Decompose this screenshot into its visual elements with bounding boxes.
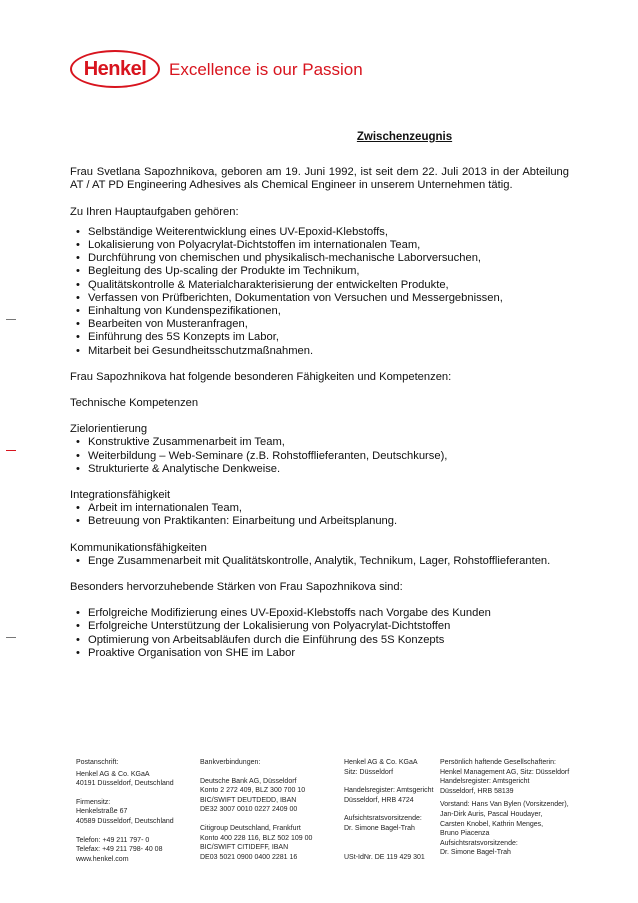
skills-intro: Frau Sapozhnikova hat folgende besonderen Fähigkeiten und Kompetenzen: [70,370,452,383]
bank-line: Citigroup Deutschland, Frankfurt [200,824,301,832]
document-title: Zwischenzeugnis [356,131,453,143]
fold-mark [6,637,16,638]
bank-line: Deutsche Bank AG, Düsseldorf [200,777,297,785]
executive-line: Vorstand: Hans Van Bylen (Vorsitzender), [440,801,569,809]
list-item: • Verfassen von Prüfberichten, Dokumentation von Versuchen und Messergebnissen, [70,292,569,305]
fax: Telefax: +49 211 798- 40 08 [76,846,163,854]
communication-list [70,555,569,568]
intro-paragraph: Frau Svetlana Sapozhnikova, geboren am 19. Juni 1992, ist seit dem 22. Juli 2013 in der Abteilung AT / AT PD Engineering Adhesives als Chemical Engineer in unserem Unternehmen tätig. [70,166,569,192]
executive-line: Carsten Knobel, Kathrin Menges, [440,820,544,828]
list-item: • Bearbeiten von Musteranfragen, [70,318,569,331]
spacer [76,827,174,836]
executive-line: Jan-Dirk Auris, Pascal Houdayer, [440,810,543,818]
tech-heading: Technische Kompetenzen [70,397,199,410]
spacer [76,789,174,798]
list-item: • Selbständige Weiterentwicklung eines UV-Epoxid-Klebstoffs, [70,226,569,239]
board-value: Dr. Simone Bagel-Trah [440,849,511,857]
list-item: • Weiterbildung – Web-Seminare (z.B. Rohstofflieferanten, Deutschkurse), [70,450,569,463]
tagline: Excellence is our Passion [169,60,363,79]
list-item: • Enge Zusammenarbeit mit Qualitätskontrolle, Analytik, Technikum, Lager, Rohstofflieferanten. [70,555,569,568]
partner-value: Henkel Management AG, Sitz: Düsseldorf [440,768,570,776]
board-value: Dr. Simone Bagel-Trah [344,824,415,832]
list-item: • Einführung des 5S Konzepts im Labor, [70,331,569,344]
goal-list [70,436,569,476]
tasks-heading: Zu Ihren Hauptaufgaben gehören: [70,205,239,218]
company-seat: Sitz: Düsseldorf [344,768,394,776]
footer-management-column [440,758,569,858]
bank-line: Konto 400 228 116, BLZ 502 109 00 [200,834,313,842]
header-logo [70,50,370,90]
logo-text: Henkel [83,57,147,80]
list-item: • Erfolgreiche Unterstützung der Lokalisierung von Polyacrylat-Dichtstoffen [70,620,569,633]
strengths-intro: Besonders hervorzuhebende Stärken von Frau Sapozhnikova sind: [70,581,403,594]
bank-line: BIC/SWIFT CITIDEFF, IBAN [200,844,289,852]
tasks-list [70,226,569,358]
list-item: • Einhaltung von Kundenspezifikationen, [70,305,569,318]
list-item: • Betreuung von Praktikanten: Einarbeitung und Arbeitsplanung. [70,515,569,528]
list-item: • Arbeit im internationalen Team, [70,502,569,515]
list-item: • Optimierung von Arbeitsabläufen durch die Einführung des 5S Konzepts [70,634,569,647]
bank-line: DE03 5021 0900 0400 2281 16 [200,853,298,861]
register-label: Handelsregister: Amtsgericht [344,787,434,795]
integration-heading: Integrationsfähigkeit [70,489,171,502]
spacer [200,768,312,777]
spacer [200,815,312,824]
register-label: Handelsregister: Amtsgericht [440,778,530,786]
postal-line: 40191 Düsseldorf, Deutschland [76,780,174,788]
list-item: • Lokalisierung von Polyacrylat-Dichtstoffen im internationalen Team, [70,239,569,252]
list-item: • Qualitätskontrolle & Materialcharakterisierung der entwickelten Produkte, [70,279,569,292]
company-footer [70,758,590,868]
list-item: • Proaktive Organisation von SHE im Labor [70,647,569,660]
footer-address-column [76,758,174,864]
list-item: • Konstruktive Zusammenarbeit im Team, [70,436,569,449]
partner-label: Persönlich haftende Gesellschafterin: [440,759,556,766]
strengths-list [70,607,569,660]
spacer [344,777,433,786]
footer-bank-column [200,758,312,862]
goal-heading: Zielorientierung [70,423,148,436]
board-label: Aufsichtsratsvorsitzende: [440,839,518,847]
postal-line: Henkel AG & Co. KGaA [76,770,150,778]
bank-label: Bankverbindungen: [200,759,261,766]
executive-line: Bruno Piacenza [440,830,490,838]
seat-label: Firmensitz: [76,798,111,806]
letter-body [70,131,569,673]
integration-list [70,502,569,528]
spacer [344,834,433,853]
footer-company-column [344,758,433,862]
henkel-logo [70,50,160,88]
postal-label: Postanschrift: [76,759,119,766]
list-item: • Begleitung des Up-scaling der Produkte im Technikum, [70,265,569,278]
register-value: Düsseldorf, HRB 4724 [344,796,414,804]
website-link[interactable]: www.henkel.com [76,855,129,863]
seat-line: 40589 Düsseldorf, Deutschland [76,817,174,825]
spacer [344,805,433,814]
list-item: • Erfolgreiche Modifizierung eines UV-Epoxid-Klebstoffs nach Vorgabe des Kunden [70,607,569,620]
phone: Telefon: +49 211 797- 0 [76,836,150,844]
fold-mark [6,319,16,320]
fold-mark [6,450,16,451]
list-item: • Durchführung von chemischen und physikalisch-mechanische Laborversuchen, [70,252,569,265]
list-item: • Strukturierte & Analytische Denkweise. [70,463,569,476]
bank-line: Konto 2 272 409, BLZ 300 700 10 [200,787,306,795]
bank-line: DE32 3007 0010 0227 2409 00 [200,806,298,814]
seat-line: Henkelstraße 67 [76,808,128,816]
list-item: • Mitarbeit bei Gesundheitsschutzmaßnahmen. [70,345,569,358]
vat-number: USt-IdNr. DE 119 429 301 [344,853,425,861]
bank-line: BIC/SWIFT DEUTDEDD, IBAN [200,796,297,804]
company-name: Henkel AG & Co. KGaA [344,759,418,766]
communication-heading: Kommunikationsfähigkeiten [70,541,207,554]
register-value: Düsseldorf, HRB 58139 [440,787,514,795]
board-label: Aufsichtsratsvorsitzende: [344,815,422,823]
